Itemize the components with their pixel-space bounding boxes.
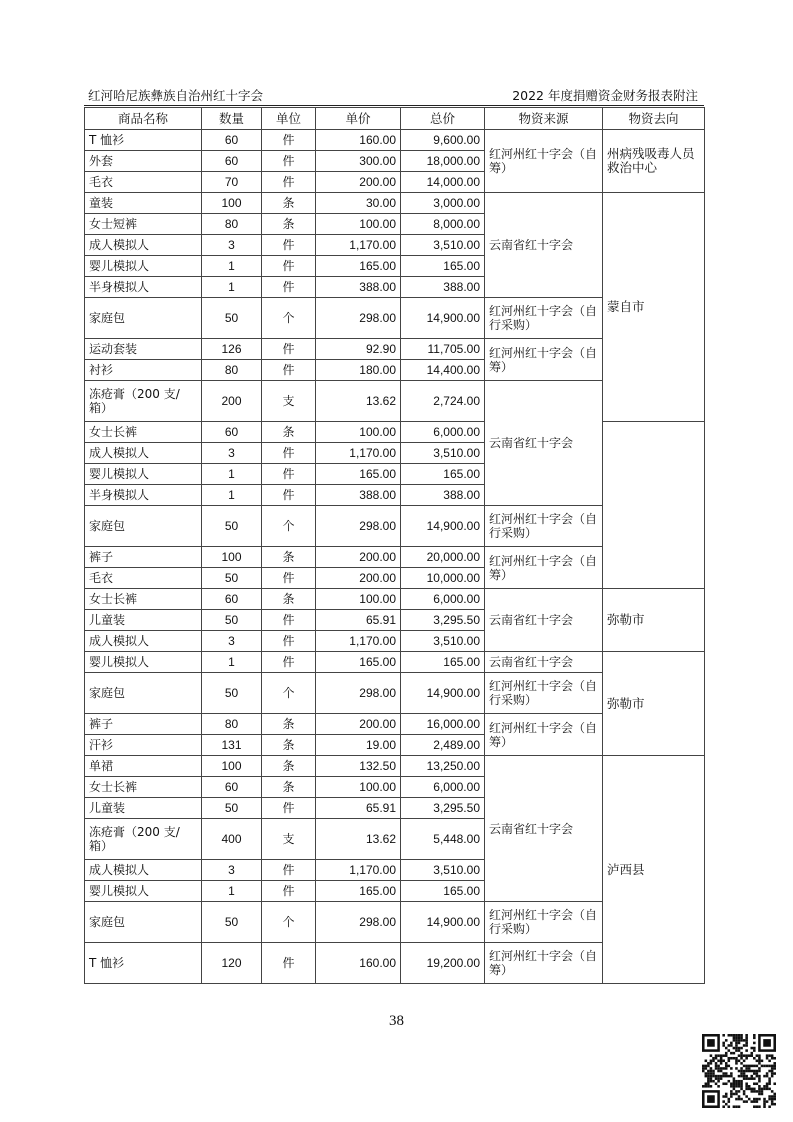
quantity-cell: 126	[202, 339, 262, 360]
unit-price-cell: 65.91	[316, 610, 401, 631]
unit-price-cell: 19.00	[316, 735, 401, 756]
quantity-cell: 100	[202, 756, 262, 777]
total-price-cell: 2,724.00	[401, 381, 485, 422]
item-name-cell: 毛衣	[85, 172, 202, 193]
unit-price-cell: 165.00	[316, 652, 401, 673]
destination-cell: 弥勒市	[603, 589, 705, 652]
item-name-cell: 婴儿模拟人	[85, 652, 202, 673]
table-row	[85, 464, 705, 485]
unit-cell: 条	[262, 214, 316, 235]
unit-cell: 件	[262, 235, 316, 256]
table-row	[85, 443, 705, 464]
unit-cell: 条	[262, 756, 316, 777]
total-price-cell: 6,000.00	[401, 589, 485, 610]
table-row	[85, 422, 705, 443]
quantity-cell: 120	[202, 943, 262, 984]
unit-cell: 件	[262, 151, 316, 172]
unit-cell: 件	[262, 130, 316, 151]
total-price-cell: 3,510.00	[401, 631, 485, 652]
source-cell: 云南省红十字会	[485, 756, 603, 902]
item-name-cell: 毛衣	[85, 568, 202, 589]
item-name-cell: 衬衫	[85, 360, 202, 381]
item-name-cell: 成人模拟人	[85, 860, 202, 881]
quantity-cell: 60	[202, 151, 262, 172]
source-cell: 红河州红十字会（自行采购）	[485, 298, 603, 339]
item-name-cell: 家庭包	[85, 298, 202, 339]
organization-name: 红河哈尼族彝族自治州红十字会	[88, 88, 264, 103]
unit-cell: 支	[262, 819, 316, 860]
quantity-cell: 50	[202, 568, 262, 589]
item-name-cell: 冻疮膏（200 支/箱）	[85, 381, 202, 422]
unit-cell: 件	[262, 568, 316, 589]
quantity-cell: 50	[202, 902, 262, 943]
source-cell: 云南省红十字会	[485, 589, 603, 652]
unit-cell: 件	[262, 172, 316, 193]
unit-cell: 个	[262, 902, 316, 943]
total-price-cell: 3,295.50	[401, 610, 485, 631]
total-price-cell: 14,400.00	[401, 360, 485, 381]
source-cell: 云南省红十字会	[485, 193, 603, 298]
total-price-cell: 388.00	[401, 485, 485, 506]
total-price-cell: 11,705.00	[401, 339, 485, 360]
table-body	[85, 130, 705, 984]
page-header	[84, 86, 704, 106]
unit-price-cell: 13.62	[316, 381, 401, 422]
column-header-total: 总价	[401, 108, 485, 130]
total-price-cell: 3,510.00	[401, 860, 485, 881]
source-cell: 红河州红十字会（自行采购）	[485, 506, 603, 547]
unit-cell: 个	[262, 298, 316, 339]
quantity-cell: 131	[202, 735, 262, 756]
unit-cell: 条	[262, 714, 316, 735]
unit-price-cell: 300.00	[316, 151, 401, 172]
item-name-cell: 运动套装	[85, 339, 202, 360]
destination-cell: 蒙自市	[603, 193, 705, 422]
column-header-source: 物资来源	[485, 108, 603, 130]
unit-price-cell: 165.00	[316, 256, 401, 277]
total-price-cell: 18,000.00	[401, 151, 485, 172]
total-price-cell: 165.00	[401, 464, 485, 485]
page-number: 38	[389, 1013, 404, 1029]
item-name-cell: 汗衫	[85, 735, 202, 756]
destination-cell: 州病残吸毒人员救治中心	[603, 130, 705, 193]
item-name-cell: 婴儿模拟人	[85, 881, 202, 902]
unit-price-cell: 388.00	[316, 485, 401, 506]
quantity-cell: 50	[202, 298, 262, 339]
table-row	[85, 506, 705, 547]
source-cell: 红河州红十字会（自行采购）	[485, 673, 603, 714]
quantity-cell: 80	[202, 714, 262, 735]
source-cell: 云南省红十字会	[485, 381, 603, 506]
quantity-cell: 1	[202, 256, 262, 277]
total-price-cell: 6,000.00	[401, 777, 485, 798]
quantity-cell: 100	[202, 547, 262, 568]
total-price-cell: 13,250.00	[401, 756, 485, 777]
unit-cell: 件	[262, 881, 316, 902]
total-price-cell: 165.00	[401, 881, 485, 902]
unit-cell: 件	[262, 360, 316, 381]
quantity-cell: 70	[202, 172, 262, 193]
quantity-cell: 60	[202, 777, 262, 798]
unit-cell: 件	[262, 860, 316, 881]
unit-price-cell: 298.00	[316, 673, 401, 714]
unit-cell: 件	[262, 464, 316, 485]
quantity-cell: 400	[202, 819, 262, 860]
item-name-cell: 成人模拟人	[85, 443, 202, 464]
unit-price-cell: 298.00	[316, 902, 401, 943]
unit-price-cell: 200.00	[316, 568, 401, 589]
column-header-qty: 数量	[202, 108, 262, 130]
unit-cell: 支	[262, 381, 316, 422]
unit-cell: 条	[262, 777, 316, 798]
table-header-row	[85, 108, 705, 130]
item-name-cell: 家庭包	[85, 902, 202, 943]
table-row	[85, 130, 705, 151]
item-name-cell: 冻疮膏（200 支/箱）	[85, 819, 202, 860]
quantity-cell: 60	[202, 422, 262, 443]
total-price-cell: 3,510.00	[401, 235, 485, 256]
quantity-cell: 1	[202, 485, 262, 506]
report-title: 2022 年度捐赠资金财务报表附注	[512, 88, 698, 103]
quantity-cell: 3	[202, 631, 262, 652]
item-name-cell: 裤子	[85, 547, 202, 568]
table-row	[85, 652, 705, 673]
quantity-cell: 3	[202, 443, 262, 464]
source-cell: 红河州红十字会（自筹）	[485, 130, 603, 193]
qr-code-icon	[702, 1034, 776, 1108]
item-name-cell: 婴儿模拟人	[85, 464, 202, 485]
item-name-cell: 婴儿模拟人	[85, 256, 202, 277]
unit-price-cell: 13.62	[316, 819, 401, 860]
item-name-cell: 成人模拟人	[85, 235, 202, 256]
unit-price-cell: 1,170.00	[316, 443, 401, 464]
column-header-name: 商品名称	[85, 108, 202, 130]
unit-price-cell: 132.50	[316, 756, 401, 777]
source-cell: 红河州红十字会（自筹）	[485, 714, 603, 756]
total-price-cell: 3,000.00	[401, 193, 485, 214]
unit-price-cell: 1,170.00	[316, 235, 401, 256]
quantity-cell: 1	[202, 881, 262, 902]
unit-price-cell: 200.00	[316, 172, 401, 193]
header-rule	[84, 105, 704, 106]
unit-price-cell: 100.00	[316, 777, 401, 798]
item-name-cell: 童装	[85, 193, 202, 214]
item-name-cell: 儿童装	[85, 610, 202, 631]
unit-cell: 个	[262, 673, 316, 714]
total-price-cell: 19,200.00	[401, 943, 485, 984]
quantity-cell: 50	[202, 673, 262, 714]
destination-cell: 弥勒市	[603, 652, 705, 756]
item-name-cell: 女士长裤	[85, 422, 202, 443]
total-price-cell: 6,000.00	[401, 422, 485, 443]
unit-cell: 件	[262, 339, 316, 360]
quantity-cell: 50	[202, 798, 262, 819]
total-price-cell: 8,000.00	[401, 214, 485, 235]
donation-items-table	[84, 107, 705, 984]
unit-cell: 件	[262, 652, 316, 673]
table-row	[85, 756, 705, 777]
table-row	[85, 589, 705, 610]
unit-cell: 件	[262, 443, 316, 464]
source-cell: 云南省红十字会	[485, 652, 603, 673]
quantity-cell: 100	[202, 193, 262, 214]
source-cell: 红河州红十字会（自行采购）	[485, 902, 603, 943]
total-price-cell: 5,448.00	[401, 819, 485, 860]
table-row	[85, 568, 705, 589]
unit-cell: 件	[262, 798, 316, 819]
item-name-cell: 女士长裤	[85, 777, 202, 798]
total-price-cell: 14,000.00	[401, 172, 485, 193]
total-price-cell: 16,000.00	[401, 714, 485, 735]
unit-price-cell: 180.00	[316, 360, 401, 381]
total-price-cell: 20,000.00	[401, 547, 485, 568]
total-price-cell: 14,900.00	[401, 673, 485, 714]
total-price-cell: 14,900.00	[401, 506, 485, 547]
quantity-cell: 60	[202, 130, 262, 151]
unit-cell: 条	[262, 422, 316, 443]
item-name-cell: 成人模拟人	[85, 631, 202, 652]
column-header-price: 单价	[316, 108, 401, 130]
total-price-cell: 14,900.00	[401, 902, 485, 943]
source-cell: 红河州红十字会（自筹）	[485, 339, 603, 381]
total-price-cell: 2,489.00	[401, 735, 485, 756]
unit-price-cell: 100.00	[316, 589, 401, 610]
column-header-destination: 物资去向	[603, 108, 705, 130]
unit-price-cell: 298.00	[316, 506, 401, 547]
quantity-cell: 50	[202, 610, 262, 631]
total-price-cell: 9,600.00	[401, 130, 485, 151]
quantity-cell: 1	[202, 277, 262, 298]
source-cell: 红河州红十字会（自筹）	[485, 943, 603, 984]
item-name-cell: 裤子	[85, 714, 202, 735]
total-price-cell: 165.00	[401, 256, 485, 277]
table-row	[85, 485, 705, 506]
quantity-cell: 50	[202, 506, 262, 547]
total-price-cell: 165.00	[401, 652, 485, 673]
item-name-cell: 家庭包	[85, 673, 202, 714]
unit-cell: 条	[262, 589, 316, 610]
quantity-cell: 60	[202, 589, 262, 610]
item-name-cell: T 恤衫	[85, 130, 202, 151]
column-header-unit: 单位	[262, 108, 316, 130]
quantity-cell: 1	[202, 652, 262, 673]
item-name-cell: 女士短裤	[85, 214, 202, 235]
unit-price-cell: 160.00	[316, 943, 401, 984]
unit-price-cell: 165.00	[316, 464, 401, 485]
item-name-cell: 半身模拟人	[85, 277, 202, 298]
unit-price-cell: 200.00	[316, 547, 401, 568]
table-row	[85, 193, 705, 214]
total-price-cell: 14,900.00	[401, 298, 485, 339]
unit-cell: 条	[262, 735, 316, 756]
quantity-cell: 80	[202, 360, 262, 381]
quantity-cell: 80	[202, 214, 262, 235]
total-price-cell: 3,295.50	[401, 798, 485, 819]
unit-cell: 件	[262, 277, 316, 298]
unit-price-cell: 1,170.00	[316, 860, 401, 881]
item-name-cell: 单裙	[85, 756, 202, 777]
unit-price-cell: 200.00	[316, 714, 401, 735]
unit-cell: 件	[262, 256, 316, 277]
unit-price-cell: 298.00	[316, 298, 401, 339]
item-name-cell: 半身模拟人	[85, 485, 202, 506]
unit-cell: 件	[262, 943, 316, 984]
total-price-cell: 10,000.00	[401, 568, 485, 589]
unit-price-cell: 65.91	[316, 798, 401, 819]
total-price-cell: 388.00	[401, 277, 485, 298]
item-name-cell: 儿童装	[85, 798, 202, 819]
item-name-cell: 女士长裤	[85, 589, 202, 610]
unit-price-cell: 100.00	[316, 214, 401, 235]
item-name-cell: 外套	[85, 151, 202, 172]
unit-cell: 件	[262, 610, 316, 631]
unit-price-cell: 388.00	[316, 277, 401, 298]
quantity-cell: 200	[202, 381, 262, 422]
unit-price-cell: 1,170.00	[316, 631, 401, 652]
unit-price-cell: 165.00	[316, 881, 401, 902]
quantity-cell: 3	[202, 860, 262, 881]
unit-price-cell: 160.00	[316, 130, 401, 151]
unit-cell: 件	[262, 631, 316, 652]
unit-cell: 个	[262, 506, 316, 547]
destination-cell: 泸西县	[603, 756, 705, 984]
quantity-cell: 3	[202, 235, 262, 256]
source-cell: 红河州红十字会（自筹）	[485, 547, 603, 589]
item-name-cell: 家庭包	[85, 506, 202, 547]
table-row	[85, 547, 705, 568]
unit-price-cell: 92.90	[316, 339, 401, 360]
unit-cell: 条	[262, 547, 316, 568]
quantity-cell: 1	[202, 464, 262, 485]
unit-cell: 条	[262, 193, 316, 214]
total-price-cell: 3,510.00	[401, 443, 485, 464]
item-name-cell: T 恤衫	[85, 943, 202, 984]
unit-cell: 件	[262, 485, 316, 506]
unit-price-cell: 100.00	[316, 422, 401, 443]
unit-price-cell: 30.00	[316, 193, 401, 214]
